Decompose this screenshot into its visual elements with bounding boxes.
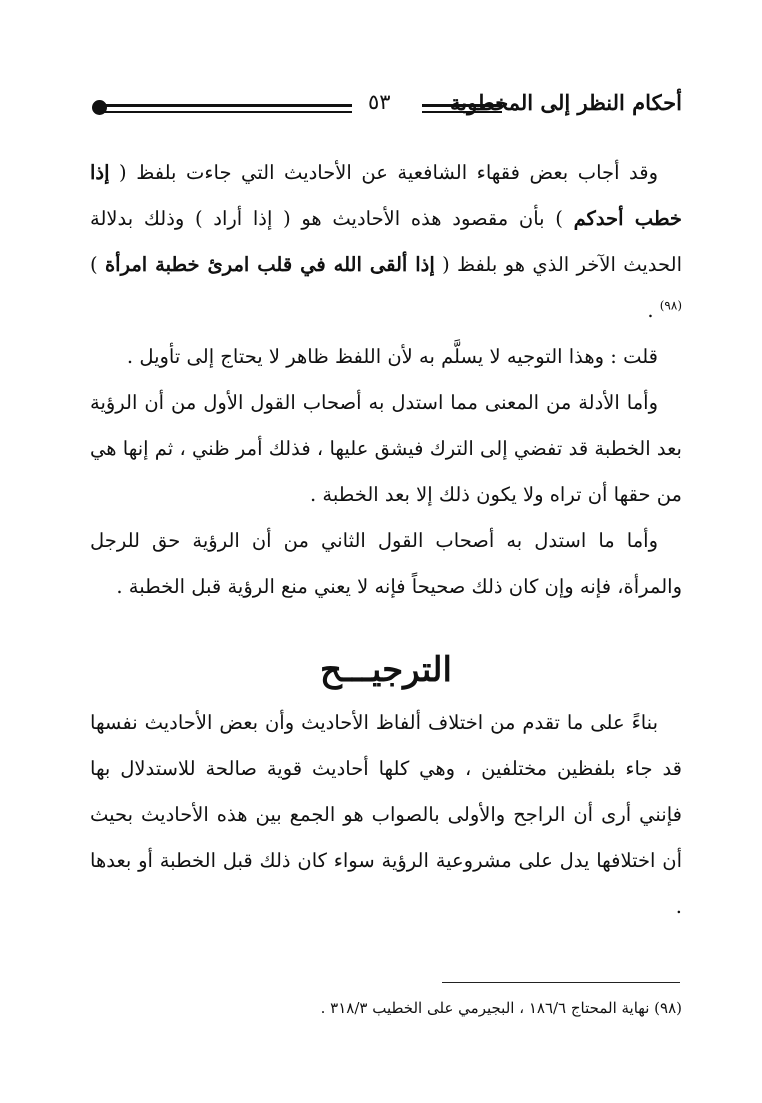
hadith-quote-2: إذا ألقى الله في قلب امرئ خطبة امرأة: [104, 253, 435, 276]
header-rule-left: [102, 104, 352, 113]
paragraph-1-text-a: وقد أجاب بعض فقهاء الشافعية عن الأحاديث التي جاءت بلفظ (: [109, 161, 658, 184]
paragraph-3: وأما الأدلة من المعنى مما استدل به أصحاب القول الأول من أن الرؤية بعد الخطبة قد تفضي إلى الترك فيشق عليها ، فذلك أمر ظني ، ثم إنها هي من حقها أن تراه ولا يكون ذلك إلا بعد الخطبة .: [90, 391, 682, 506]
paragraph-4: وأما ما استدل به أصحاب القول الثاني من أن الرؤية حق للرجل والمرأة، فإنه وإن كان ذلك صحيحاً فإنه لا يعني منع الرؤية قبل الخطبة .: [90, 529, 682, 598]
footnote-divider: [442, 982, 680, 983]
paragraph-1-end: .: [647, 299, 660, 322]
footnote-reference[interactable]: (٩٨): [659, 298, 682, 313]
paragraph-1: [90, 150, 682, 334]
header-title: أحكام النظر إلى المخطوبة: [450, 90, 682, 115]
paragraph-1-text-b: ) بأن مقصود هذه الأحاديث هو ( إذا أراد ) وذلك بدلالة الحديث الآخر الذي هو بلفظ (: [90, 207, 682, 276]
section-paragraph: بناءً على ما تقدم من اختلاف ألفاظ الأحاديث وأن بعض الأحاديث نفسها قد جاء بلفظين مختلفين ، وهي كلها أحاديث قوية صالحة للاستدلال بها فإنني أرى أن الراجح والأولى بالصواب هو الجمع بين هذه الأحاديث بحيث أن اختلافها يدل على مشروعية الرؤية سواء كان ذلك قبل الخطبة أو بعدها .: [90, 711, 682, 918]
section-title: الترجيـــح: [320, 650, 452, 690]
page-number: ٥٣: [368, 90, 391, 114]
hadith-quote-1: إذا خطب أحدكم: [90, 161, 682, 230]
paragraph-1-text-c: ): [90, 253, 105, 276]
paragraph-2: قلت : وهذا التوجيه لا يسلَّم به لأن اللفظ ظاهر لا يحتاج إلى تأويل .: [126, 345, 658, 368]
footnote: (٩٨) نهاية المحتاج ١٨٦/٦ ، البجيرمي على الخطيب ٣١٨/٣ .: [320, 999, 682, 1017]
body-text-section: [90, 700, 682, 930]
body-text-top: [90, 150, 682, 610]
running-header: [92, 86, 682, 126]
